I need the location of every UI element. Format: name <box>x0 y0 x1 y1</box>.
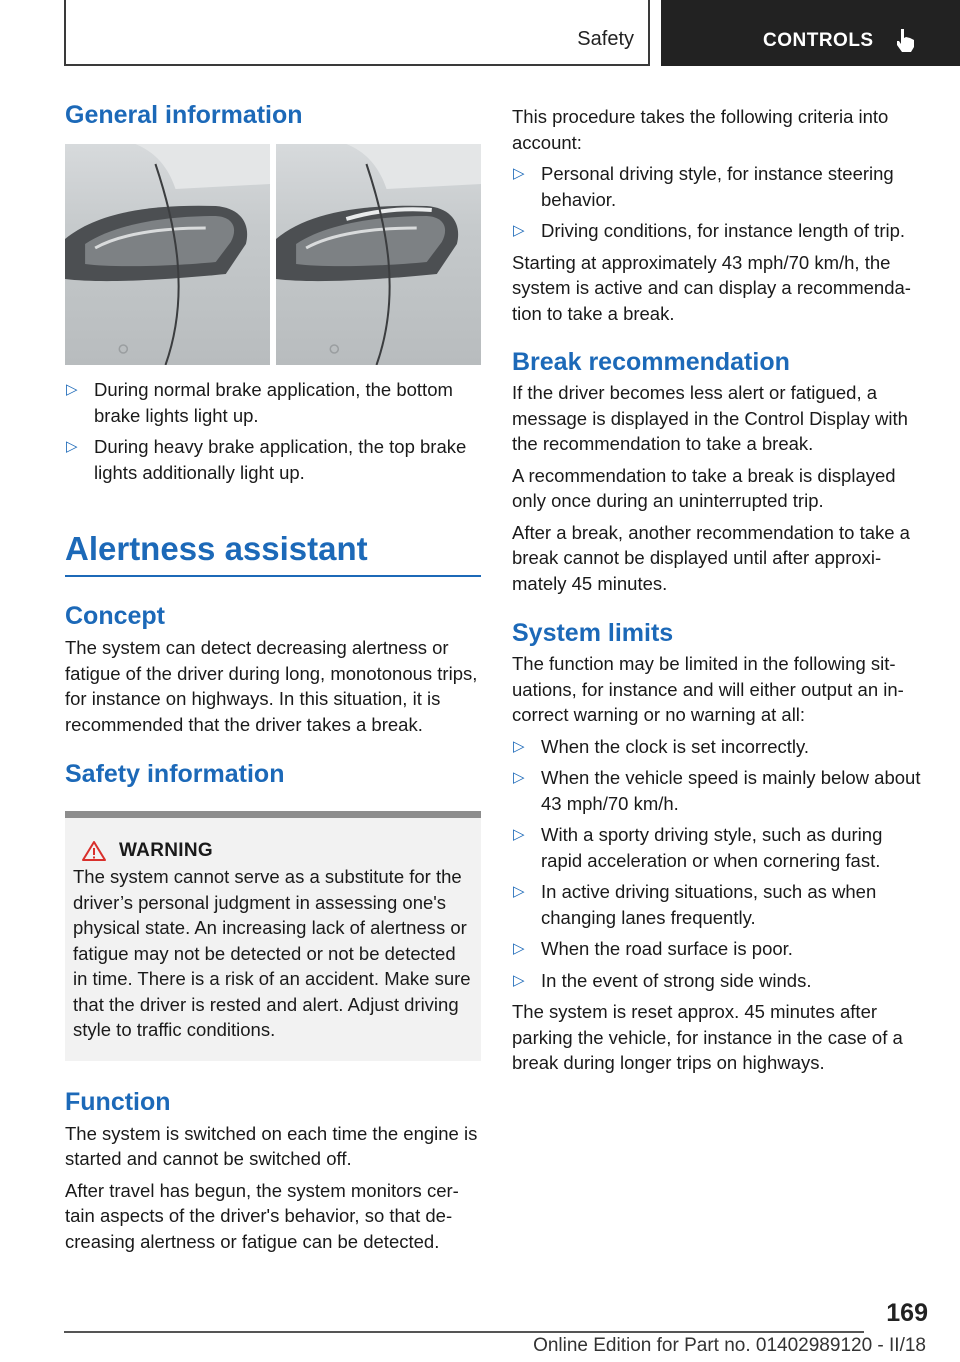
header-section-tab <box>64 0 650 66</box>
list-item: ▷ When the clock is set incorrectly. <box>512 734 926 760</box>
criteria-intro: This procedure takes the following criteria into account: <box>512 106 889 153</box>
reset-text: The system is reset approx. 45 minutes after parking the vehicle, for instance in the case of a break during longer trips on highways. <box>512 1001 903 1073</box>
bullet-triangle-icon: ▷ <box>513 737 525 755</box>
page-number: 169 <box>886 1299 928 1327</box>
header-section-title: Safety <box>577 28 634 50</box>
safety-information-heading: Safety information <box>65 760 285 788</box>
brake-lights-heavy-photo <box>276 144 481 365</box>
list-item: ▷ Personal driving style, for instance steering behavior. <box>513 163 894 210</box>
general-information-heading: General information <box>65 101 303 129</box>
list-item: ▷ In active driving situations, such as when changing lanes frequently. <box>513 881 877 928</box>
bullet-triangle-icon: ▷ <box>513 769 525 786</box>
list-item: ▷ When the vehicle speed is mainly below about 43 mph/70 km/h. <box>513 767 921 814</box>
warning-title <box>73 840 474 862</box>
list-item: ▷ During normal brake application, the bottom brake lights light up. <box>66 379 453 426</box>
function-heading: Function <box>65 1087 171 1116</box>
limits-intro: The function may be limited in the following sit-uations, for instance and will either output an in-correct warning or no warning at all: <box>512 653 904 725</box>
brake-lights-list <box>65 377 481 485</box>
list-item: ▷ In the event of strong side winds. <box>512 968 926 994</box>
bullet-triangle-icon: ▷ <box>513 222 525 239</box>
list-item: ▷ During heavy brake application, the top brake lights additionally light up. <box>66 436 467 483</box>
bullet-triangle-icon: ▷ <box>513 883 525 900</box>
hand-pointer-icon <box>893 27 919 53</box>
left-column <box>65 100 481 1254</box>
limits-list <box>512 734 926 994</box>
function-text-1: The system is switched on each time the engine is started and cannot be switched off. <box>65 1122 478 1169</box>
footer-edition: Online Edition for Part no. 01402989120 - II/18 <box>533 1335 926 1356</box>
break-text-1: If the driver becomes less alert or fatigued, a message is displayed in the Control Display with the recommendation to take a break. <box>512 382 908 454</box>
brake-lights-normal-photo <box>65 144 270 365</box>
function-text-2: After travel has begun, the system monitors cer-tain aspects of the driver's behavior, so that de-creasing alertness or fatigue can be detected. <box>65 1179 459 1252</box>
brake-lights-photos <box>65 144 481 365</box>
list-item: ▷ Driving conditions, for instance length of trip. <box>512 218 926 244</box>
warning-text: The system cannot serve as a substitute for the driver’s personal judgment in assessing one's physical state. An increasing lack of alertness or fatigue may not be detected or not be detected in time. There is a risk of an accident. Make sure that the driver is rested and alert. Adjust driving style to traffic conditions. <box>73 866 471 1040</box>
active-speed-text: Starting at approximately 43 mph/70 km/h, the system is active and can display a recommenda-tion to take a break. <box>512 251 911 324</box>
break-recommendation-heading: Break recommendation <box>512 348 790 376</box>
header-chapter-tab <box>661 0 960 66</box>
bullet-triangle-icon: ▷ <box>66 438 78 455</box>
footer-rule <box>64 1331 864 1333</box>
concept-text: The system can detect decreasing alertness or fatigue of the driver during long, monotonous trips, for instance on highways. In this situation, it is recommended that the driver takes a break. <box>65 637 478 735</box>
criteria-list <box>512 161 926 244</box>
bullet-triangle-icon: ▷ <box>513 940 525 957</box>
right-column <box>512 104 926 1076</box>
list-item: ▷ With a sporty driving style, such as during rapid acceleration or when cornering fast. <box>513 824 883 871</box>
alertness-assistant-heading: Alertness assistant <box>65 530 368 567</box>
warning-label: WARNING <box>119 840 213 861</box>
warning-triangle-icon <box>81 840 107 862</box>
bullet-triangle-icon: ▷ <box>513 826 525 843</box>
bullet-triangle-icon: ▷ <box>513 165 525 182</box>
header-chapter-title: CONTROLS <box>763 30 874 51</box>
break-text-3: After a break, another recommendation to take a break cannot be displayed until after approxi-mately 45 minutes. <box>512 521 910 594</box>
system-limits-heading: System limits <box>512 619 674 647</box>
warning-box <box>65 811 481 1061</box>
break-text-2: A recommendation to take a break is displayed only once during an uninterrupted trip. <box>512 464 896 511</box>
concept-heading: Concept <box>65 602 165 630</box>
bullet-triangle-icon: ▷ <box>66 381 78 398</box>
list-item: ▷ When the road surface is poor. <box>512 936 926 962</box>
bullet-triangle-icon: ▷ <box>513 971 525 989</box>
heading-rule <box>65 575 481 577</box>
